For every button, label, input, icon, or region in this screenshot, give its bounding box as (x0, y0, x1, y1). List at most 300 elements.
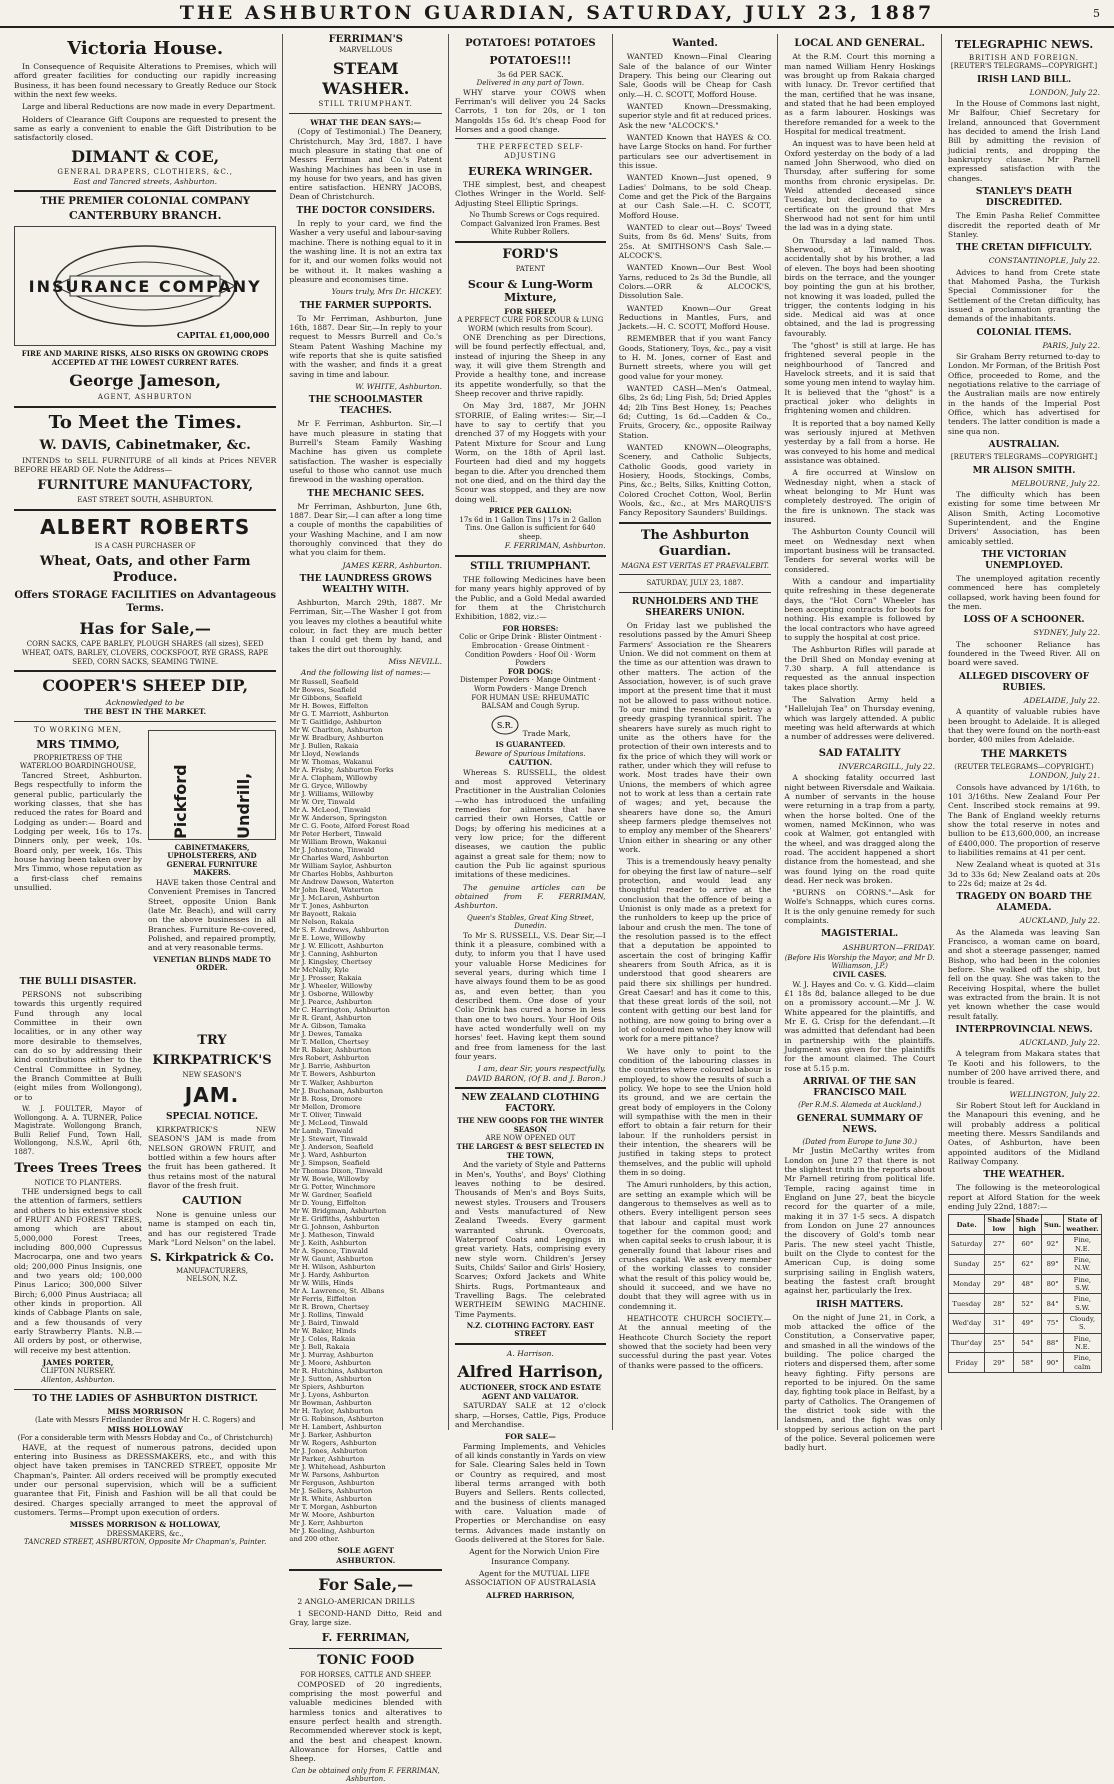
wanted-7: WANTED Known—Our Great Reductions in Mantles, Furs, and Jackets.—H. C. SCOTT, Mofford House. (618, 303, 772, 332)
testimonial-name: Mr J. McLaren, Ashburton (289, 894, 380, 903)
testimonial-name: Mr J. Rollins, Tinwald (289, 1310, 364, 1319)
testimonial-name: Mr Ferguson, Ashburton (289, 1479, 375, 1488)
victoria-house-heading: Victoria House. (67, 38, 224, 59)
mk-text2: New Zealand wheat is quoted at 31s 3d to 33s 6d; New Zealand oats at 20s to 22s 6d; maize at 2s 4d. (948, 860, 1101, 889)
obtained: The genuine articles can be obtained from F. FERRIMAN, Ashburton. (455, 882, 606, 911)
testimonial-name: Mr Charles Ward, Ashburton (289, 854, 389, 863)
queens-stables: Queen's Stables, Great King Street, Dunedin. (467, 913, 594, 931)
marvellous: MARVELLOUS (339, 46, 393, 55)
page-number: 5 (1093, 7, 1100, 20)
local-paragraph: With a candour and impartiality quite refreshing in these degenerate days, the "Hot Corn" Wheeler has been accepting contracts for boots for nothing. His example is followed by the local contractors who have agreed to supply the hospital at cost price. (784, 577, 936, 642)
smith-heading: MR ALISON SMITH. (972, 465, 1076, 476)
cabinet-text: HAVE taken those Central and Convenient Premises in Tancred Street, opposite Union Bank (late Mr. Beach), and will carry on the above businesses in all Branches. Furniture Re-covered, Polished, and repaired promptly, and at very reasonable terms. (148, 878, 276, 953)
column-4 (613, 34, 779, 1430)
testimonial-name: Mr W. Wills, Hinds (289, 1278, 354, 1287)
caution-heading-3: CAUTION. (508, 758, 553, 768)
testimonial-name: Mr J. Stewart, Tinwald (289, 1134, 368, 1143)
smith-date: MELBOURNE, July 22. (1011, 478, 1101, 488)
horse-list: Colic or Gripe Drink · Blister Ointment · Embrocation · Grease Ointment · Condition Powders · Hoof Oil · Worm Powders (459, 633, 602, 668)
alameda-text: As the Alameda was leaving San Francisco, a woman came on board, and shot a steerage passenger, named Bishop, who had been in the colonies before. She walked off the ship, but fell on the quay. She was taken to the Receiving Hospital, where the bullet was extracted from the brain. It is not yet known whether the case would result fatally. (948, 927, 1101, 1021)
local-paragraph: At the R.M. Court this morning a man named William Henry Hoskings was brought up from Rakaia charged with lunacy. Dr. Trevor certified that the man, certified that he was insane, and stated that he had been employed as a farm labourer. Hoskings was therefore remanded for a week to the Hospital for medical treatment. (784, 52, 936, 136)
testimonial-name: Mr J. Coles, Rakaia (289, 1335, 356, 1343)
new-goods: THE NEW GOODS FOR THE WINTER SEASON (457, 1116, 604, 1134)
fords-text: ONE Drenching as per Directions, will be found perfectly effectual, and, instead of injuring the Sheep in any way, it will give them Strength and Provide a healthy tone, and increase its appetite wonderfully, so that the Sheep recover and thrive rapidly. (455, 333, 606, 399)
testimonial-name: Mr Lloyd, Newlands (289, 749, 360, 758)
porter-address: Allenton, Ashburton. (41, 1376, 115, 1384)
weather-heading: THE WEATHER. (983, 1170, 1065, 1181)
inter-date2: WELLINGTON, July 22. (1009, 1089, 1101, 1099)
weather-cell: Saturday (949, 1235, 985, 1255)
testimonial-name: Mr W. Moore, Ashburton (289, 1511, 375, 1520)
caution-text: None is genuine unless our name is stamped on each tin, and has our registered Trade Mark "Lord Nelson" on the label. (148, 1209, 276, 1247)
perfected-heading: THE PERFECTED SELF-ADJUSTING (477, 143, 584, 160)
rubies-heading: ALLEGED DISCOVERY OF RUBIES. (958, 671, 1090, 693)
colonial-text: Sir Graham Berry returned to-day to London. Mr Forman, of the British Post Office, proceeded to Rome, and the negotiations relative to the carriage of the Australian mails are now entirely in the hands of the Imperial Post Office, which has advertised for tenders. The latter condition is made a sine qua non. (948, 351, 1101, 436)
fords-cure: A PERFECT CURE FOR SCOUR & LUNG WORM (which results from Scour). (457, 315, 604, 333)
eureka-text: THE simplest, best, and cheapest Clothes Wringer in the World. Self-Adjusting Steel Elliptic Springs. (455, 180, 606, 208)
clothing-sign: N.Z. CLOTHING FACTORY. EAST STREET (466, 1320, 594, 1339)
australian-heading: AUSTRALIAN. (988, 439, 1060, 450)
irish-text: In the House of Commons last night, Mr Balfour, Chief Secretary for Ireland, announced that Government has decided to amend the Irish Land Bill by admitting the revision of judicial rents, and dropping the bankruptcy clause. Mr Parnell expressed satisfaction with the changes. (948, 99, 1101, 183)
potatoes-sub: POTATOES!!! (489, 54, 572, 68)
tonic-sub: FOR HORSES, CATTLE AND SHEEP. (300, 1671, 432, 1680)
testimonial-name: Mr W. Gardner, Seafield (289, 1190, 372, 1199)
weather-cell: 84° (1042, 1294, 1064, 1314)
weather-cell: 80° (1042, 1274, 1064, 1294)
weather-text: The following is the meteorological report at Alford Station for the week ending July 22nd, 1887:— (948, 1183, 1101, 1212)
testimonial-name: Mr J. Pearce, Ashburton (289, 998, 372, 1007)
mag-text: W. J. Hayes and Co. v. G. Kidd—claim £1 18s 8d, balance alleged to be due on a promissory account.—Mr J. W. White appeared for the plaintiffs, and Mr E. G. Crisp for the defendant.—It was admitted that defendant had been in partnership with the plaintiffs. Judgment was given for the plaintiffs for the amount claimed. The Court rose at 5.15 p.m. (784, 979, 936, 1073)
school-heading: THE SCHOOLMASTER TEACHES. (308, 395, 423, 417)
weather-cell: 58° (1013, 1353, 1041, 1373)
for-horses: FOR HORSES: (502, 623, 559, 633)
davis-text: INTENDS to SELL FURNITURE of all kinds at Prices NEVER BEFORE HEARD OF. Note the Address— (14, 455, 277, 475)
doctor-sign: Yours truly, Mrs Dr. HICKEY. (331, 287, 443, 297)
doctor-heading: THE DOCTOR CONSIDERS. (296, 205, 435, 216)
testimonial-name: Mr C. Harrington, Ashburton (289, 1006, 390, 1015)
why-starve-text: WHY starve your COWS when Ferriman's will deliver you 24 Sacks Carrots, 1 ton for 20s, or 1 ton Mangolds 15s 6d. It's cheap Food for Horses and a good change. (455, 87, 606, 135)
dimant-address: East and Tancred streets, Ashburton. (73, 177, 217, 187)
testimonial-name: Mr A. Lawrence, St. Albans (289, 1286, 385, 1295)
testimonial-name: Mr G. Potter, Winchmore (289, 1182, 376, 1191)
summary-sub: (Dated from Europe to June 30.) (802, 1137, 917, 1146)
inter-date: AUCKLAND, July 22. (1019, 1038, 1101, 1048)
capital-amount: CAPITAL £1,000,000 (176, 330, 270, 341)
local-paragraph: It is reported that a boy named Kelly was seriously injured at Methven yesterday by a fall from a horse. He was conveyed to his home and medical assistance was obtained. (784, 418, 936, 466)
testimonial-name: Mr T. Mellon, Chertsey (289, 1038, 369, 1047)
testimonial-name: Mr W. Baker, Hinds (289, 1326, 357, 1335)
jameson-sub: AGENT, ASHBURTON (97, 393, 193, 402)
weather-header-cell: Sun. (1042, 1215, 1064, 1235)
testimonial-name: Mr J. Buchanan, Ashburton (289, 1086, 383, 1095)
porter-sub: CLIFTON NURSERY. (40, 1367, 116, 1376)
testimonial-name: Mr H. Taylor, Ashburton (289, 1407, 373, 1416)
largest: THE LARGEST & BEST SELECTED IN THE TOWN, (456, 1142, 605, 1160)
ferriman-sign: F. FERRIMAN, (321, 1630, 410, 1644)
trees-heading: Trees Trees Trees (14, 1160, 142, 1176)
pickford-undrill-logo (148, 730, 276, 840)
tonic-sign: Can be obtained only from F. FERRIMAN, Ashburton. (291, 1766, 440, 1784)
jameson-heading: George Jameson, (69, 371, 222, 391)
testimonial-name: Mr J. Williams, Willowby (289, 789, 374, 798)
testimonial-name: Mr J. Hardy, Ashburton (289, 1270, 370, 1279)
testimonial-name: Mr R. Baker, Ashburton (289, 1046, 372, 1055)
storage-heading: Offers STORAGE FACILITIES on Advantageous Terms. (14, 590, 276, 614)
weather-header-cell: Shade low (985, 1215, 1013, 1235)
testimonial-name: Mr Charles Hobbs, Ashburton (289, 870, 393, 879)
testimonial-name: Mr S. F. Andrews, Ashburton (289, 926, 389, 935)
weather-cell: Fine, calm (1064, 1353, 1101, 1373)
manufacturers: MANUFACTURERS, (176, 1266, 248, 1275)
testimonial-name: Mr J. Kingsley, Chertsey (289, 958, 373, 967)
sale-1: 2 ANGLO-AMERICAN DRILLS (297, 1596, 415, 1606)
sale-2: 1 SECOND-HAND Ditto, Reid and Gray, large size. (289, 1609, 443, 1628)
weather-cell: 62° (1013, 1254, 1041, 1274)
testimonial-name: Mr T. Morgan, Ashburton (289, 1503, 377, 1512)
weather-header-cell: Date. (949, 1215, 985, 1235)
inter-text: A telegram from Makara states that Te Kooti and his followers, to the number of 200 have arrived there, and trouble is feared. (948, 1049, 1101, 1087)
weather-row (949, 1235, 1101, 1255)
fords-heading: FORD'S (502, 246, 559, 262)
weather-cell: 75° (1042, 1314, 1064, 1334)
weather-cell: Fine, S.W. (1064, 1274, 1101, 1294)
holloway-sub: (For a considerable term with Messrs Hobday and Co., of Christchurch) (17, 1433, 273, 1442)
testimonial-name: Mr J. Osborne, Willowby (289, 990, 374, 999)
irish-land-heading: IRISH LAND BILL. (976, 74, 1072, 85)
sad-heading: SAD FATALITY (818, 747, 901, 759)
cooper-best: THE BEST IN THE MARKET. (84, 707, 207, 717)
weather-cell: 48° (1013, 1274, 1041, 1294)
testimonial-name: Mr J. Barrie, Ashburton (289, 1062, 371, 1071)
weather-row (949, 1314, 1101, 1334)
patent-label: PATENT (515, 264, 546, 273)
mk-reuter: (REUTER TELEGRAMS—COPYRIGHT.) (954, 762, 1094, 771)
scour-heading: Scour & Lung-Worm Mixture, (467, 277, 593, 305)
paper-date: SATURDAY, JULY 23, 1887. (646, 579, 744, 588)
testimonial-name: Mr J. Murray, Ashburton (289, 1351, 374, 1360)
masthead (0, 0, 1114, 28)
testimonial-name: Mr Bowes, Seafield (289, 685, 357, 694)
alameda-date: AUCKLAND, July 22. (1019, 916, 1101, 926)
reuter-note: [REUTER'S TELEGRAMS—COPYRIGHT.] (950, 62, 1098, 71)
pickford-text: Pickford (170, 763, 190, 839)
testimonial-name: Mr Mellon, Dromore (289, 1102, 361, 1111)
misses-address: TANCRED STREET, ASHBURTON, Opposite Mr Chapman's, Painter. (24, 1538, 267, 1547)
farmer-heading: THE FARMER SUPPORTS. (299, 300, 432, 311)
local-paragraph: The Ashburton County Council will meet on Wednesday next when important business will be transacted. Tenders for several works will be considered. (784, 527, 936, 574)
weather-cell: 49° (1013, 1314, 1041, 1334)
testimonial-name: Mr W. Charlton, Ashburton (289, 725, 383, 734)
magisterial-heading: MAGISTERIAL. (821, 929, 899, 940)
testimonial-name: Mr W. Bridgman, Ashburton (289, 1206, 387, 1215)
testimonial-name: Mr J. Moore, Ashburton (289, 1359, 371, 1368)
morrison-sub: (Late with Messrs Friedlander Bros and Mr H. C. Rogers) and (35, 1416, 256, 1424)
testimonial-name: Mr J. Wheeler, Willowby (289, 982, 373, 991)
wanted-2: WANTED Known—Dressmaking, superior style and fit at reduced prices. Ask the new "ALCOCK'S." (618, 101, 772, 130)
times-heading: To Meet the Times. (48, 411, 242, 433)
sad-text: A shocking fatality occurred last night between Riversdale and Waikaia. A number of servants in the house were returning in a trap from a party, when the horse bolted. One of the women, named McKinnon, who was cook at Walmer, got entangled with the wheel, and was dragged along the road. The accident happened a short distance from the homestead, and she was found lying on the road quite dead. Her neck was broken. (784, 773, 936, 885)
alfred-sign: ALFRED HARRISON, (486, 1590, 575, 1600)
laundress-text: Ashburton, March 29th, 1887. Mr Ferriman, Sir,—The Washer I got from you leaves my clothes a beautiful white colour, in fact they are much better than I could get them by hand, and takes the dirt out thoroughly. (289, 598, 443, 654)
sad-date: INVERCARGILL, July 22. (838, 761, 936, 771)
testimonial-name: Mr D. Young, Eiffelton (289, 1198, 367, 1207)
column-1 (8, 34, 283, 1547)
editorial-paragraph: We have only to point to the condition of the labouring classes in the countries where coloured labour is employed, to show the results of such a policy. We hope to see the Union hold its ground, and we are certain the great body of employers in the Colony will sympathise with the men in their effort to obtain a fair return for their labour. If the runholders persist in their intention, the shearers will be justified in taking steps to protect themselves, and the public will uphold them in so doing. (618, 1046, 772, 1178)
insurance-logo (14, 226, 276, 346)
testimonial-name: Mr G. Johnson, Ashburton (289, 1222, 380, 1231)
special-notice-heading: SPECIAL NOTICE. (165, 1112, 259, 1123)
colonial-heading: COLONIAL ITEMS. (976, 327, 1072, 338)
weather-row (949, 1274, 1101, 1294)
sole-agent: SOLE AGENT (337, 1546, 395, 1556)
weather-cell: Fine, S.W. (1064, 1294, 1101, 1314)
testimonial-name: Mr Nelson, Rakaia (289, 918, 354, 927)
telegraphic-heading: TELEGRAPHIC NEWS. (954, 38, 1094, 51)
nelson-nz: NELSON, N.Z. (186, 1275, 238, 1284)
testimonial-name: Mrs Robert, Ashburton (289, 1054, 370, 1063)
dean-text: (Copy of Testimonial.) The Deanery, Christchurch, May 3rd, 1887. I have much pleasure in stating that one of Messrs Ferriman and Co.'s Patent Washing Machines has been in use in my house for two years, and has given entire satisfaction. HENRY JACOBS, Dean of Christchurch. (289, 127, 443, 202)
mag-before: (Before His Worship the Mayor, and Mr D. Williamson, J.P.) (784, 953, 935, 971)
unemployed-heading: THE VICTORIAN UNEMPLOYED. (981, 549, 1067, 571)
canterbury-heading: CANTERBURY BRANCH. (68, 208, 222, 222)
weather-row (949, 1353, 1101, 1373)
testimonial-name: Mr A. McLeod, Tinwald (289, 805, 371, 814)
testimonial-name: Mr J. Johnstone, Tinwald (289, 846, 375, 855)
jam-heading: JAM. (184, 1083, 240, 1108)
testimonial-name: Mr W. Thomas, Wakanui (289, 757, 373, 766)
caution-text-3: Whereas S. RUSSELL, the oldest and most approved Veterinary Practitioner in the Australian Colonies—who has introduced the unfailing remedies for ailments that have carried their own Horses, Cattle or Dogs; by offering his medicines at a very low price; for the different diseases, we caution the public against a great sale for them; now to caution the Pub lic against spurious imitations of these medicines. (455, 767, 606, 880)
column-6 (942, 34, 1106, 1430)
misses-heading: MISSES MORRISON & HOLLOWAY, (69, 1520, 221, 1530)
premier-heading: THE PREMIER COLONIAL COMPANY (40, 196, 251, 208)
testimonial-name: Mr W. Orr, Tinwald (289, 797, 356, 806)
caution-heading: CAUTION (182, 1194, 242, 1208)
testimonial-name: Mr W. Bowie, Willowby (289, 1174, 369, 1183)
potatoes-heading: POTATOES! POTATOES (465, 38, 596, 49)
nz-clothing-heading: NEW ZEALAND CLOTHING FACTORY. (461, 1093, 600, 1115)
morrison-name: MISS MORRISON (107, 1406, 184, 1416)
burns-text: "BURNS on CORNS."—Ask for Wolfe's Schnapps, which cures corns. It is the only genuine remedy for such complaints. (784, 888, 936, 926)
ferriman-top: FERRIMAN'S (328, 34, 403, 45)
testimonial-sign: I am, dear Sir, yours respectfully, DAVID BARON, (Of B. and J. Baron.) (466, 1064, 606, 1083)
list-intro: And the following list of names:— (300, 668, 431, 678)
testimonial-name: Mr Ferris, Eiffelton (289, 1294, 356, 1303)
testimonial-name: Mr R. Grant, Ashburton (289, 1014, 372, 1023)
kirkpatrick-heading: KIRKPATRICK'S (152, 1052, 272, 1068)
still-triumphant-heading: STILL TRIUMPHANT. (470, 560, 591, 572)
tonic-heading: TONIC FOOD (317, 1653, 415, 1669)
weather-cell: Thur'day (949, 1333, 985, 1353)
british-heading: BRITISH AND FOREIGN. (969, 53, 1080, 62)
cretan-date: CONSTANTINOPLE, July 22. (988, 256, 1101, 266)
local-paragraph: A fire occurred at Winslow on Wednesday night, when a stack of wheat belonging to Mr Hunt was completely destroyed. The origin of the fire is unknown. The stack was insured. (784, 468, 936, 525)
testimonial-name: Mr J. Bullen, Rakaia (289, 741, 359, 750)
testimonial-name: Mr J. Dewes, Tamaka (289, 1030, 363, 1039)
testimonial-name: Mr William Saylor, Ashburton (289, 862, 392, 871)
bulli-heading: THE BULLI DISASTER. (19, 976, 137, 987)
testimonial-name: Mr W. Parsons, Ashburton (289, 1471, 380, 1480)
irish-date: LONDON, July 22. (1029, 87, 1101, 97)
smith-text: The difficulty which has been existing for some time between Mr Alison Smith, Acting Locomotive Superintendent, and the Engine Drivers' Association, has been amicably settled. (948, 489, 1101, 546)
testimonial-name: Mr A. Clapham, Willowby (289, 773, 378, 782)
alameda-heading: TRAGEDY ON BOARD THE ALAMEDA. (956, 892, 1092, 914)
for-sale-3: FOR SALE— (504, 1432, 556, 1442)
school-text: Mr F. Ferriman, Ashburton. Sir,—I have much pleasure in stating that Burrell's Steam Family Washing Machine has given us complete satisfaction. The washer is especially useful to those who cannot use much firewood in the washing operation. (289, 419, 443, 485)
testimonial-name: Mr T. Oliver, Tinwald (289, 1110, 362, 1119)
testimonial-name: Mr R. Hutchins, Ashburton (289, 1367, 383, 1376)
remember: REMEMBER that if you want Fancy Goods, Stationery, Toys, &c., pay a visit to H. M. Jones, corner of East and Burnett streets, where you will get good value for your money. (618, 334, 772, 381)
testimonial-name: and 200 other. (289, 1535, 340, 1544)
editorial-paragraph: The Amuri runholders, by this action, are setting an example which will be dangerous to themselves as well as to others. Every intelligent person sees that labour and capital must work together for the common good; and when capital seeks to crush labour, it is generally found that labour rises and crushes capital. We ask every member of the working classes to consider what the result of this policy would be, should it succeed, and we have no doubt that they will agree with us in condemning it. (618, 1180, 772, 1311)
stanley-text: The Emin Pasha Relief Committee discredit the reported death of Mr Stanley. (948, 211, 1101, 239)
stanley-heading: STANLEY'S DEATH DISCREDITED. (975, 187, 1073, 209)
weather-cell: 29° (985, 1353, 1013, 1373)
irish-matters-text: On the night of June 21, in Cork, a mob attacked the office of the Constitution, a Conservative paper, and smashed in all the windows of the building. The police charged the rioters and dispersed them, after some heavy fighting. Fifty persons are reported to be injured. On the same day, fighting took place in Belfast, by a party of Catholics. The Orangemen of the district took side with the landsmen, and the fight was only stopped by serious action on the part of the police. Several policemen were badly hurt. (784, 1312, 936, 1453)
testimonial-name: Mr Parker, Ashburton (289, 1455, 365, 1464)
eureka-sub: No Thumb Screws or Cogs required. Compact Galvanized Iron Frames. Best White Rubber Rollers. (460, 211, 600, 237)
testimonial-name: Mr Bowman, Ashburton (289, 1399, 372, 1408)
schooner-date: SYDNEY, July 22. (1033, 628, 1101, 638)
testimonial-name: Mr H. Wilson, Ashburton (289, 1262, 376, 1271)
weather-cell: 28° (985, 1294, 1013, 1314)
try-heading: TRY (197, 1032, 227, 1048)
testimonial-name: Mr McNally, Kyle (289, 966, 349, 975)
aus-reuter: [REUTER'S TELEGRAMS—COPYRIGHT.] (950, 452, 1098, 461)
potatoes-delivered: Delivered in any part of Town. (476, 79, 585, 88)
colonial-date: PARIS, July 22. (1042, 340, 1101, 350)
weather-cell: 27° (985, 1235, 1013, 1255)
svg-text:S.R.: S.R. (497, 720, 514, 730)
cabinet-heading: CABINETMAKERS, UPHOLSTERERS, AND GENERAL FURNITURE MAKERS. (166, 842, 258, 878)
for-dogs: FOR DOGS: (507, 666, 553, 676)
testimonial-name: Mr A. Gibson, Tamaka (289, 1022, 366, 1031)
weather-header-cell: State of weather. (1064, 1215, 1101, 1235)
testimonial-name: Mr Thomas Dixon, Tinwald (289, 1166, 383, 1175)
insurance-logo-text: INSURANCE COMPANY (28, 277, 262, 297)
testimonial-name: Mr R. Brown, Chertsey (289, 1302, 369, 1311)
wanted-8: WANTED KNOWN—Oleographs, Scenery, and Catholic Subjects, Catholic Goods, good variety in Hosiery, Hoods, Stockings, Combs, Pins, &c.; Belts, Silks, Knitting Cotton, Colored Crochet Cotton, Wool, Berlin Wools, &c., &c., at Mrs MARQUIS'S Fancy Repository Saunders' Buildings. (618, 443, 772, 518)
victoria-intro: In Consequence of Requisite Alterations to Premises, which will afford greater facilities for conducting our rapidly increasing Business, it has been found necessary to Greatly Reduce our Stock within the next few weeks. (14, 62, 277, 100)
paper-title: The Ashburton Guardian. (640, 527, 750, 559)
inter-text2: Sir Robert Stout left for Auckland in the Manapouri this evening, and he will probably address a political meeting there. Messrs Sandilands and Oates, of Ashburton, have been appointed auditors of the Midland Railway Company. (948, 1101, 1101, 1167)
editorial-heading: RUNHOLDERS AND THE SHEARERS UNION. (631, 596, 759, 618)
victoria-line2: Large and liberal Reductions are now made in every Department. (22, 102, 276, 112)
fords-testimonial: On May 3rd, 1887, Mr JOHN STORRIE, of Ealing writes:— Sir,—I have to say to certify that you drenched 37 of my Hoggets with your Patent Mixture for Scour and Lung Worm, on the 18th of April last. Fourteen had died and my hoggets began to die. After you drenched them not one died, and on the third day the Scour was stopped, and they are now doing well. (455, 401, 606, 504)
editorial-paragraph: This is a tremendously heavy penalty for obeying the first law of nature—self protection, and would lead any thoughtful reader to arrive at the conclusion that the offence of being a Unionist is only made as a pretext for the runholders to keep up the price of labour and crush the men. The tone of the resolution passed is to the effect that a deputation be appointed to ascertain the cost of bringing Kaffir shearers from South Africa, as it is understood that good shearers are paid there six shillings per hundred. Great Caesar! and has it come to this, that these great lords of the soil, not content with getting our best land for nothing, are now going to bring over a lot of coloured men who they know will work for a mere pittance? (618, 857, 772, 1044)
wanted-3: WANTED Known that HAYES & CO. have Large Stocks on hand. For further particulars see our advertisement in this issue. (618, 132, 772, 170)
mk-text: Consols have advanced by 1/16th, to 101 3/16ths. New Zealand Four Per Cent. Inscribed stock remains at 99. The Bank of England weekly returns show the total reserve in notes and bullion to be £13,600,000, an increase of £400,000. The proportion of reserve to liabilities remains at 41 per cent. (948, 782, 1101, 858)
markets-heading: THE MARKETS (980, 748, 1068, 760)
mag-date: ASHBURTON—FRIDAY. (842, 942, 936, 952)
testimonial-name: Mr A. Spence, Tinwald (289, 1246, 369, 1255)
davis-heading: W. DAVIS, Cabinetmaker, &c. (39, 437, 251, 453)
testimonial-name: Mr J. Anderson, Seafield (289, 1142, 374, 1151)
testimonial-name: Mr J. Sellers, Ashburton (289, 1487, 373, 1496)
price-text: 17s 6d in 1 Gallon Tins | 17s in 2 Gallon Tins. One Gallon is sufficient for 640 sheep. (459, 515, 602, 541)
timmo-sub: PROPRIETRESS OF THE WATERLOO BOARDINGHOUSE, (19, 753, 137, 771)
weather-row (949, 1333, 1101, 1353)
misses-sub: DRESSMAKERS, &c., (106, 1529, 184, 1538)
testimonial-name: Mr John Reed, Waterton (289, 886, 373, 895)
weather-cell: Wed'day (949, 1314, 985, 1334)
testimonial-name: Mr J. Bell, Rakaia (289, 1343, 350, 1352)
weather-row (949, 1294, 1101, 1314)
editorial-body (619, 621, 772, 1370)
sole-place: ASHBURTON. (336, 1555, 396, 1565)
alfred-heading: Alfred Harrison, (457, 1362, 604, 1382)
steam-washer-heading: STEAM WASHER. (322, 58, 410, 98)
testimonial-name: Mr A. Frisby, Ashburton Forks (289, 765, 394, 774)
potatoes-price: 3s 6d PER SACK. (497, 69, 564, 79)
rheumatic: FOR HUMAN USE: RHEUMATIC BALSAM and Cough Syrup. (471, 693, 590, 711)
arrival-sub: (Per R.M.S. Alameda at Auckland.) (798, 1101, 922, 1110)
weather-cell: Tuesday (949, 1294, 985, 1314)
harrison-a: A. Harrison. (506, 1349, 554, 1359)
testimonial-name: Mr J. Keith, Ashburton (289, 1238, 367, 1247)
laundress-sign: Miss NEVILL. (388, 657, 443, 667)
local-heading: LOCAL AND GENERAL. (794, 38, 925, 49)
wanted-6: WANTED Known—Our Best Wool Yarns, reduced to 2s 3d the Bundle, all Colors.—ORR & ALCOCK'S, Dissolution Sale. (618, 263, 772, 301)
testimonial-name: Mr B. Ross, Dromore (289, 1094, 363, 1103)
trade-mark-block (455, 714, 606, 738)
weather-cell: 54° (1013, 1333, 1041, 1353)
testimonial-name: Mr H. Lambert, Ashburton (289, 1423, 382, 1432)
testimonial-name: Mr W. Bradbury, Ashburton (289, 733, 384, 742)
agent-norwich: Agent for the Norwich Union Fire Insurance Company. (469, 1547, 600, 1566)
local-paragraph: The "ghost" is still at large. He has frightened several people in the neighbourhood of Tancred and Havelock streets, and it is said that some young men intend to waylay him. It is believed that the "ghost" is a practical joker who delights in frightening women and children. (784, 341, 936, 416)
magisterial-section (784, 929, 935, 1452)
cooper-heading: COOPER'S SHEEP DIP, (42, 676, 249, 696)
for-sale-heading: For Sale,— (318, 1575, 414, 1595)
cooper-sub: Acknowledged to be (106, 697, 185, 707)
kirkpatrick-co: S. Kirkpatrick & Co. (150, 1251, 274, 1265)
testimonial-name: Mr Russell, Seafield (289, 677, 359, 686)
timmo-heading: MRS TIMMO, (36, 738, 120, 752)
farmer-sign: W. WHITE, Ashburton. (355, 381, 443, 391)
mechanic-text: Mr Ferriman, Ashburton, June 6th, 1887. Dear Sir,—I can after a long time a couple of months the capabilities of your Washing Machine, and I am now thoroughly convinced that they do what you claim for them. (289, 501, 443, 558)
eureka-heading: EUREKA WRINGER. (468, 164, 593, 178)
testimonial-name: Mr R. White, Ashburton (289, 1495, 372, 1504)
weather-cell: 60° (1013, 1235, 1041, 1255)
laundress-heading: THE LAUNDRESS GROWS WEALTHY WITH. (299, 573, 432, 596)
testimonial-name: Mr T. Walker, Ashburton (289, 1078, 374, 1087)
local-paragraph: An inquest was to have been held at Oxford yesterday on the body of a lad named John Sherwood, who died on Thursday, after suffering for some months from chronic erysipelas. Dr. Weld attended deceased since Tuesday, but declined to give a certificate on the ground that Mrs Sherwood had not sent for him until the lad was in a dying state. (784, 139, 936, 233)
testimonial-name: Mr Andrew Dawson, Waterton (289, 878, 394, 887)
are-now: ARE NOW OPENED OUT (485, 1134, 576, 1143)
testimonial-name: Mr J. Sutton, Ashburton (289, 1375, 372, 1384)
doctor-text: In reply to your card, we find the Washer a very useful and labour-saving machine. There is nothing equal to it in the washing line. It is not an extra tax for it, and our women folks would not be without it. It makes washing a pleasure and economises time. (289, 218, 443, 284)
testimonial-name: Mr E. Lowe, Willowby (289, 934, 366, 943)
local-paragraph: On Thursday a lad named Thos. Sherwood, at Tinwald, was accidentally shot by his brother, a lad of eleven. The boys had been shooting birds on the terrace, and the younger boy pointing the gun at his brother, not knowing it was loaded, pulled the trigger, the contents lodging in his side. Medical aid was at once obtained, and the lad is progressing favourably. (784, 235, 936, 338)
wanted-heading: Wanted. (672, 38, 718, 49)
wanted-cash: WANTED CASH—Men's Oatmeal, 6lbs, 2s 6d; Ling Fish, 5d; Dried Apples 4d; 2lb Tins Best Honey, 1s; Peaches 6d; Cutting, 1s 6d.—Cadden & Co., Fruits, Grocery, &c., opposite Railway Station. (618, 384, 772, 440)
weather-row (949, 1254, 1101, 1274)
bulli-sign: W. J. FOULTER, Mayor of Wollongong. A. A. TURNER, Police Magistrate. Wollongong Branch, Bulli Relief Fund, Town Hall, Wollongong, N.S.W., April 6th, 1887. (14, 1104, 142, 1156)
testimonial-name: Mr J. Prosser, Rakaia (289, 974, 362, 983)
weather-cell: 89° (1042, 1254, 1064, 1274)
sale-items: CORN SACKS, CAPE BARLEY, PLOUGH SHARES (all sizes), SEED WHEAT, OATS, BARLEY, CLOVERS, COCKSFOOT, RYE GRASS, RAPE SEED, CORN SACKS, SEAMING TWINE. (22, 640, 269, 666)
wanted-5: WANTED to clear out—Boys' Tweed Suits, from 8s 6d. Mens' Suits, from 25s. At SMITHSON'S Cash Sale.—ALCOCK'S. (618, 222, 772, 260)
mk-date: LONDON, July 21. (1029, 771, 1101, 781)
wheat-heading: Wheat, Oats, and other Farm Produce. (39, 554, 251, 586)
schooner-heading: LOSS OF A SCHOONER. (963, 615, 1085, 626)
weather-cell: 25° (985, 1254, 1013, 1274)
testimonial-name: Mr Gibbons, Seafield (289, 693, 363, 702)
testimonial-name: Mr G. T. Marriott, Ashburton (289, 709, 389, 718)
testimonial-name: Mr E. Griffiths, Ashburton (289, 1214, 380, 1223)
testimonial-name: Mr Bayoett, Rakaia (289, 910, 357, 919)
weather-cell: Cloudy, S. (1064, 1314, 1101, 1334)
